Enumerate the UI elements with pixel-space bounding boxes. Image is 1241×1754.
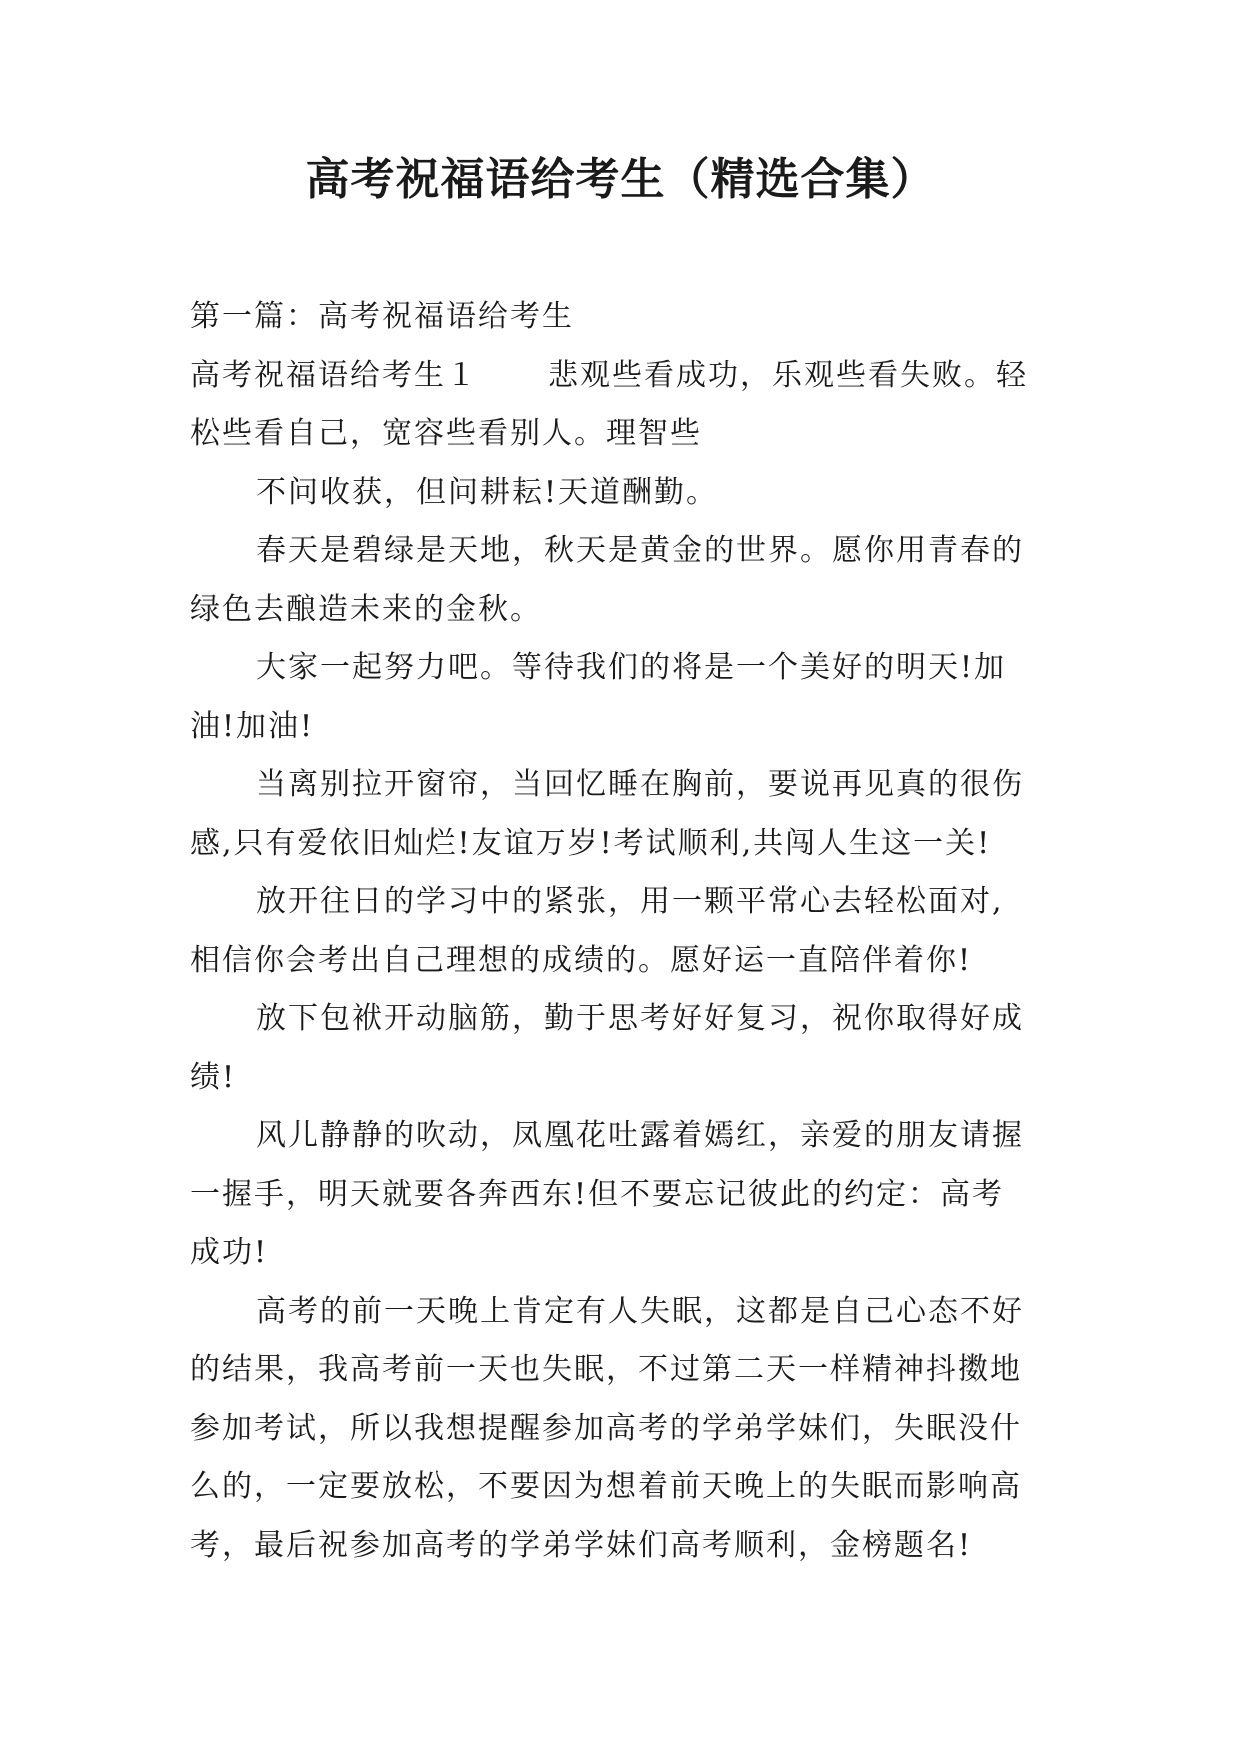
- paragraph-text: 悲观些看成功，乐观些看失败。轻: [548, 357, 1028, 393]
- paragraph-line: 风儿静静的吹动，凤凰花吐露着嫣红，亲爱的朋友请握: [256, 1118, 1024, 1153]
- document-body: [190, 288, 1060, 1575]
- paragraph-line: 一握手，明天就要各奔西东!但不要忘记彼此的约定：高考: [190, 1176, 1005, 1212]
- paragraph-line: 春天是碧绿是天地，秋天是黄金的世界。愿你用青春的: [256, 533, 1024, 568]
- paragraph-line: 放下包袱开动脑筋，勤于思考好好复习，祝你取得好成: [256, 1001, 1024, 1036]
- paragraph-line: 当离别拉开窗帘，当回忆睡在胸前，要说再见真的很伤: [256, 767, 1024, 802]
- paragraph-line: 么的，一定要放松，不要因为想着前天晚上的失眠而影响高: [190, 1469, 1022, 1504]
- paragraph-line: 大家一起努力吧。等待我们的将是一个美好的明天!加: [256, 650, 1007, 685]
- paragraph-line: 高考的前一天晚上肯定有人失眠，这都是自己心态不好: [256, 1293, 1024, 1329]
- paragraph-line: 感,只有爱依旧灿烂!友谊万岁!考试顺利,共闯人生这一关!: [190, 825, 992, 861]
- paragraph-line: 考，最后祝参加高考的学弟学妹们高考顺利，金榜题名!: [190, 1527, 973, 1563]
- paragraph-line: 相信你会考出自己理想的成绩的。愿好运一直陪伴着你!: [190, 942, 973, 978]
- subheading-label: 高考祝福语给考生１: [190, 357, 478, 393]
- paragraph-line: 绩!: [190, 1059, 237, 1095]
- paragraph-line: 绿色去酿造未来的金秋。: [190, 591, 542, 627]
- section-heading: 第一篇：高考祝福语给考生: [190, 299, 574, 334]
- paragraph-line: 成功!: [190, 1235, 269, 1270]
- paragraph-line: [190, 347, 1060, 406]
- paragraph-line: 松些看自己，宽容些看别人。理智些: [190, 416, 702, 451]
- paragraph-line: 的结果，我高考前一天也失眠，不过第二天一样精神抖擞地: [190, 1352, 1022, 1387]
- paragraph-line: 参加考试，所以我想提醒参加高考的学弟学妹们，失眠没什: [190, 1410, 1022, 1446]
- paragraph-line: 不问收获，但问耕耘!天道酬勤。: [256, 474, 719, 510]
- document-title: 高考祝福语给考生（精选合集）: [305, 154, 936, 205]
- paragraph-line: 油!加油!: [190, 708, 315, 744]
- paragraph-line: 放开往日的学习中的紧张，用一颗平常心去轻松面对,: [256, 884, 1004, 919]
